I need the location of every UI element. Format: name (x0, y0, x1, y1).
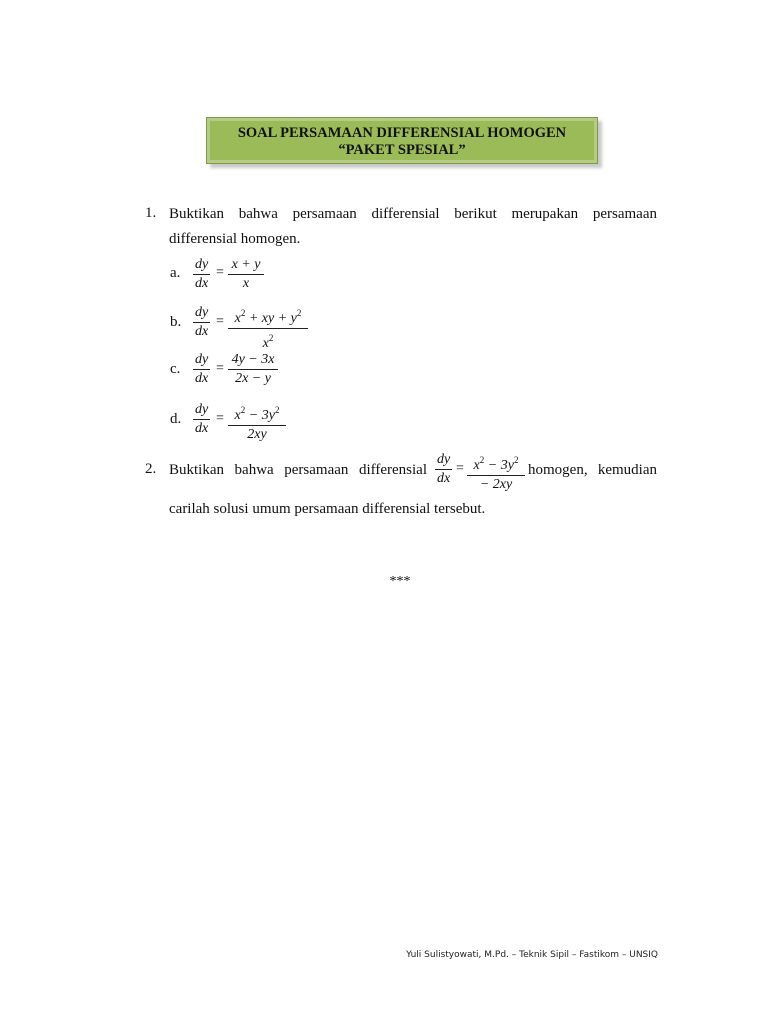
question-2-rhs-den: − 2xy (479, 477, 513, 492)
item-c-rhs-den: 2x − y (235, 371, 271, 386)
item-d-lhs (193, 401, 210, 438)
item-a-lhs-num: dy (195, 257, 209, 272)
item-d-rhs-den: 2xy (247, 427, 267, 442)
question-2-eq: = (456, 461, 464, 476)
question-2-text-after: homogen, kemudian (528, 462, 657, 478)
item-d-rhs-num: $x^2 - 3y^2$ (234, 405, 280, 423)
item-a-lhs (193, 256, 210, 293)
item-d-lhs-den: dx (195, 421, 209, 436)
item-c-rhs (228, 351, 278, 388)
separator: *** (389, 574, 411, 589)
question-2-rhs-num: $x^2 - 3y^2$ (473, 455, 519, 473)
item-b-lhs-num: dy (195, 305, 209, 320)
item-c-eq: = (216, 361, 224, 376)
question-1-text-line-2: differensial homogen. (169, 231, 301, 247)
item-c-rhs-num: 4y − 3x (231, 352, 275, 367)
item-a-rhs-den: x (242, 276, 250, 291)
item-c-letter: c. (170, 361, 181, 377)
question-2-number: 2. (145, 461, 157, 477)
item-a-letter: a. (170, 265, 181, 281)
item-a-lhs-den: dx (195, 276, 209, 291)
item-b-letter: b. (170, 314, 182, 330)
item-b-lhs-den: dx (195, 324, 209, 339)
item-a-rhs (228, 256, 264, 293)
page-footer: Yuli Sulistyowati, M.Pd. – Teknik Sipil – Fastikom – UNSIQ (406, 950, 658, 960)
item-b-rhs (228, 304, 308, 353)
item-b-rhs-den: $x^2$ (262, 333, 274, 351)
item-a-rhs-num: x + y (231, 257, 261, 272)
question-2-lhs-den: dx (437, 471, 451, 486)
question-1-number: 1. (145, 205, 157, 221)
title-line-1: SOAL PERSAMAAN DIFFERENSIAL HOMOGEN (237, 125, 567, 141)
item-d-eq: = (216, 411, 224, 426)
question-2-rhs (467, 451, 525, 494)
title-box (206, 117, 598, 164)
item-d-lhs-num: dy (195, 402, 209, 417)
item-c-lhs-den: dx (195, 371, 209, 386)
item-b-lhs (193, 304, 210, 341)
title-line-2: “PAKET SPESIAL” (338, 142, 466, 158)
item-a-eq: = (216, 265, 224, 280)
item-b-eq: = (216, 314, 224, 329)
item-b-rhs-num: $x^2$ + xy + $y^2$ (234, 308, 302, 326)
item-c-lhs-num: dy (195, 352, 209, 367)
item-d-rhs (228, 401, 286, 444)
question-2-text-before: Buktikan bahwa persamaan differensial (169, 462, 427, 478)
item-c-lhs (193, 351, 210, 388)
question-2-text-line-2: carilah solusi umum persamaan differensial tersebut. (169, 501, 486, 517)
question-2-lhs-num: dy (437, 452, 451, 467)
question-1-text-line-1: Buktikan bahwa persamaan differensial berikut merupakan persamaan (169, 206, 657, 222)
question-2-lhs (435, 451, 452, 488)
item-d-letter: d. (170, 411, 182, 427)
